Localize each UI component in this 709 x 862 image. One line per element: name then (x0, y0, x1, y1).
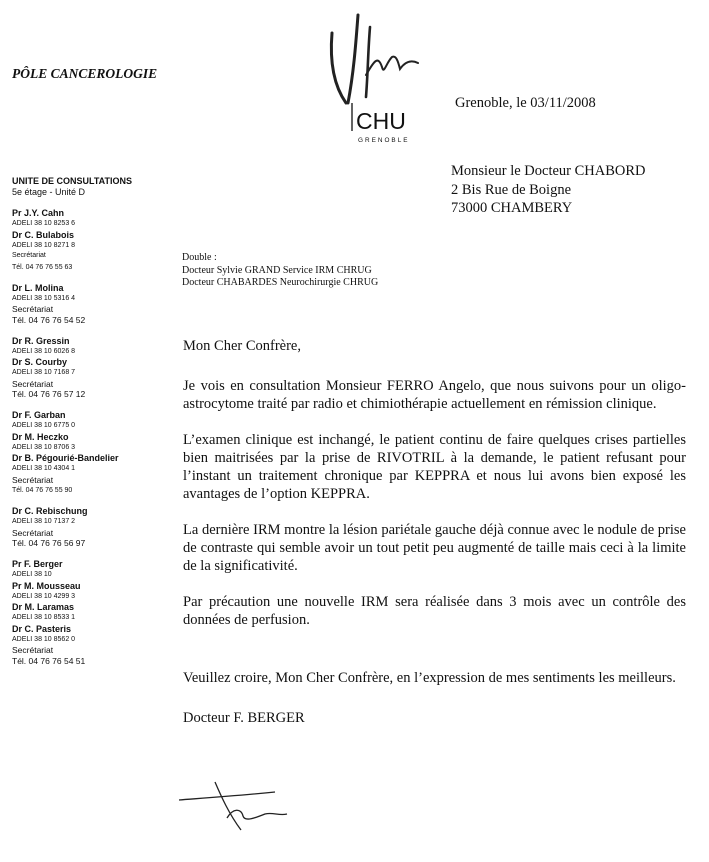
secretariat-label: Secrétariat (12, 645, 54, 655)
doctor-group (12, 506, 182, 549)
letter-date: Grenoble, le 03/11/2008 (455, 95, 596, 111)
logo-city-text: GRENOBLE (358, 137, 410, 144)
secretariat-phone: Tél. 04 76 76 57 12 (12, 389, 86, 399)
copy-recipients (182, 252, 378, 290)
letter-paragraph: L’examen clinique est inchangé, le patient continu de faire quelques crises partielles bien maitrisées par la prise de RIVOTRIL à la demande, le patient refusant pour l’instant un traitement chronique par KEPPRA et nous lui avons bien exposé les avantages de l’option KEPPRA. (183, 432, 686, 502)
secretariat-phone: Tél. 04 76 76 55 90 (12, 487, 73, 494)
copy-label: Double : (182, 252, 217, 263)
doctor-name: Dr C. Pasteris (12, 623, 72, 634)
recipient-line: 73000 CHAMBERY (451, 200, 573, 216)
doctor-group (12, 410, 182, 496)
doctor-name: Dr C. Bulabois (12, 229, 75, 240)
doctor-adeli: ADELI 38 10 7168 7 (12, 369, 76, 376)
copy-recipient: Docteur CHABARDES Neurochirurgie CHRUG (182, 277, 379, 288)
doctor-adeli: ADELI 38 10 6775 0 (12, 422, 76, 429)
staff-sidebar (12, 176, 182, 677)
doctor-name: Dr M. Laramas (12, 602, 75, 612)
unit-location: 5e étage - Unité D (12, 187, 86, 197)
doctor-name: Pr M. Mousseau (12, 580, 81, 591)
department-title: PÔLE CANCEROLOGIE (12, 66, 158, 81)
secretariat-label: Secrétariat (12, 252, 46, 259)
secretariat-label: Secrétariat (12, 527, 54, 538)
chu-grenoble-logo (318, 5, 438, 145)
letter-paragraph: Par précaution une nouvelle IRM sera réalisée dans 3 mois avec un contrôle des données de perfusion. (183, 594, 686, 628)
doctor-name: Pr J.Y. Cahn (12, 208, 65, 218)
closing-formula: Veuillez croire, Mon Cher Confrère, en l’expression de mes sentiments les meilleurs. (183, 670, 676, 686)
doctor-adeli: ADELI 38 10 8533 1 (12, 614, 76, 621)
recipient-address (451, 162, 646, 218)
signatory-name: Docteur F. BERGER (183, 710, 305, 726)
doctor-adeli: ADELI 38 10 (12, 571, 52, 578)
doctor-adeli: ADELI 38 10 8253 6 (12, 220, 76, 227)
secretariat-phone: Tél. 04 76 76 54 52 (12, 314, 86, 325)
secretariat-label: Secrétariat (12, 378, 54, 389)
salutation: Mon Cher Confrère, (183, 338, 301, 354)
handwritten-signature (175, 778, 295, 840)
doctor-adeli: ADELI 38 10 8562 0 (12, 635, 76, 643)
doctor-group (12, 559, 182, 667)
doctor-name: Dr B. Pégourié-Bandelier (12, 453, 119, 463)
doctor-name: Dr M. Heczko (12, 431, 69, 442)
unit-title: UNITE DE CONSULTATIONS (12, 176, 132, 186)
doctor-name: Dr R. Gressin (12, 335, 70, 346)
recipient-line: 2 Bis Rue de Boigne (451, 181, 572, 198)
letter-body (183, 337, 686, 745)
secretariat-label: Secrétariat (12, 304, 54, 314)
copy-recipient: Docteur Sylvie GRAND Service IRM CHRUG (182, 264, 372, 276)
doctor-adeli: ADELI 38 10 7137 2 (12, 518, 76, 525)
doctor-group (12, 283, 182, 326)
doctor-adeli: ADELI 38 10 8706 3 (12, 443, 76, 451)
doctor-adeli: ADELI 38 10 4299 3 (12, 592, 76, 600)
doctor-adeli: ADELI 38 10 6026 8 (12, 347, 76, 355)
doctor-group (12, 208, 182, 273)
secretariat-phone: Tél. 04 76 76 54 51 (12, 655, 86, 666)
secretariat-phone: Tél. 04 76 76 55 63 (12, 263, 73, 271)
doctor-adeli: ADELI 38 10 8271 8 (12, 241, 76, 249)
letter-paragraph: La dernière IRM montre la lésion pariétale gauche déjà connue avec le nodule de prise de contraste qui semble avoir un tout petit peu augmenté de taille mais ceci à la limite de la significativité. (183, 522, 686, 574)
doctor-adeli: ADELI 38 10 4304 1 (12, 465, 76, 472)
doctor-name: Pr F. Berger (12, 559, 63, 569)
secretariat-phone: Tél. 04 76 76 56 97 (12, 538, 86, 548)
letter-paragraph: Je vois en consultation Monsieur FERRO Angelo, que nous suivons pour un oligo-astrocytome traité par radio et chimiothérapie actuellement en rémission clinique. (183, 378, 686, 412)
recipient-line: Monsieur le Docteur CHABORD (451, 163, 646, 179)
doctor-name: Dr L. Molina (12, 282, 64, 293)
doctor-adeli: ADELI 38 10 5316 4 (12, 294, 76, 302)
doctor-group (12, 336, 182, 401)
doctor-name: Dr S. Courby (12, 357, 68, 367)
doctor-name: Dr F. Garban (12, 410, 66, 420)
secretariat-label: Secrétariat (12, 474, 54, 485)
doctor-name: Dr C. Rebischung (12, 506, 88, 516)
logo-chu-text: CHU (356, 108, 406, 134)
